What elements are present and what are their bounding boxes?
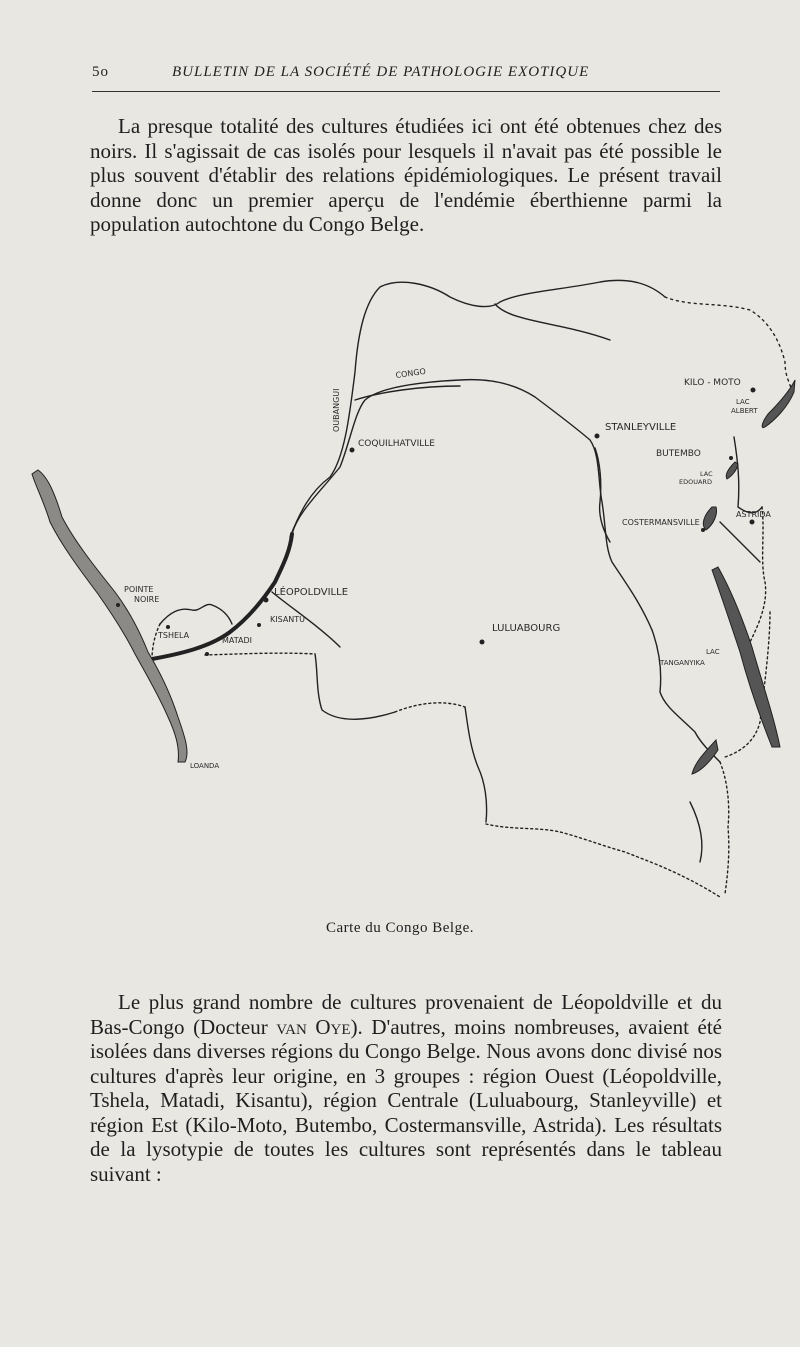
northern-border <box>290 280 665 537</box>
label-leopoldville: LÉOPOLDVILLE <box>274 587 349 598</box>
label-pointe-noire-1: POINTE <box>124 585 154 594</box>
angola-dotted <box>395 703 465 712</box>
astrida-dot <box>750 520 755 525</box>
header-rule <box>92 91 720 92</box>
south-dotted-border <box>205 653 315 655</box>
east-lines-upper <box>734 437 762 513</box>
label-lac-albert-2: ALBERT <box>731 407 758 415</box>
tshela-border <box>160 604 232 624</box>
label-lac-tanganyika-2: TANGANYIKA <box>660 659 705 667</box>
tshela-dotted <box>152 624 160 659</box>
east-dotted-border <box>750 507 766 642</box>
label-oubangui: OUBANGUI <box>332 388 341 432</box>
butembo-dot <box>729 456 733 460</box>
label-lac-tanganyika-1: LAC <box>706 648 720 656</box>
southwest-border <box>315 654 395 719</box>
results-text-a: Le plus grand nombre de cultures provenaient de Léopoldville et du Bas-Congo (Docteur <box>90 990 722 1039</box>
label-astrida: ASTRIDA <box>736 510 771 519</box>
atlantic-coast <box>32 470 187 762</box>
stanleyville-dot <box>595 434 600 439</box>
luluabourg-dot <box>480 640 485 645</box>
congo-river-inner <box>355 386 460 400</box>
results-text-b: ). D'autres, moins nombreuses, avaient été isolées dans diverses régions du Congo Belge. Nous avons donc divisé nos cultures d'après leur origine, en 3 groupes : région Ouest (Léopoldville, Tshela, Matadi, Kisantu), région Centrale (Luluabourg, Stanleyville) et région Est (Kilo-Moto, Butembo, Costermansville, Astrida). Les résultats de la lysotypie de toutes les cultures sont représentés dans le tableau suivant : <box>90 1014 722 1186</box>
page-number: 5o <box>92 64 109 80</box>
east-lines-mid <box>720 522 760 562</box>
kisantu-dot <box>257 623 261 627</box>
tshela-dot <box>166 625 170 629</box>
running-title: BULLETIN DE LA SOCIÉTÉ DE PATHOLOGIE EXOTIQUE <box>172 64 590 80</box>
lake-albert <box>762 380 795 428</box>
pointe-noire-dot <box>116 603 120 607</box>
label-costermansville: COSTERMANSVILLE <box>622 518 700 527</box>
costermansville-dot <box>701 528 705 532</box>
label-luluabourg: LULUABOURG <box>492 623 561 634</box>
label-congo: CONGO <box>395 366 427 380</box>
label-pointe-noire-2: NOIRE <box>134 595 160 604</box>
east-line-small <box>690 802 702 862</box>
congo-map <box>0 262 800 912</box>
coquilhatville-dot <box>350 448 355 453</box>
label-tshela: TSHELA <box>158 631 190 640</box>
katanga-dotted <box>486 824 720 897</box>
label-lac-edouard-1: LAC <box>700 470 713 478</box>
lake-kivu <box>703 507 716 530</box>
label-matadi: MATADI <box>222 636 253 645</box>
label-coquilhatville: COQUILHATVILLE <box>358 439 435 449</box>
label-kilo-moto: KILO - MOTO <box>684 378 741 388</box>
uele-river <box>495 304 610 340</box>
label-stanleyville: STANLEYVILLE <box>605 422 677 433</box>
label-butembo: BUTEMBO <box>656 449 701 459</box>
east-dotted-lower <box>720 762 729 894</box>
south-border <box>465 707 487 822</box>
matadi-dot <box>205 652 209 656</box>
label-loanda: LOANDA <box>190 762 220 770</box>
label-kisantu: KISANTU <box>270 615 306 624</box>
author-name: van Oye <box>276 1014 351 1039</box>
lake-tanganyika <box>712 567 780 747</box>
kilo-moto-dot <box>751 388 756 393</box>
intro-paragraph <box>90 114 722 237</box>
leopoldville-dot <box>264 598 269 603</box>
running-header <box>92 64 720 88</box>
intro-paragraph-text: La presque totalité des cultures étudiées ici ont été obtenues chez des noirs. Il s'agissait de cas isolés pour lesquels il n'avait pas été possible le plus souvent d'établir des relations épidémiologiques. Le présent travail donne donc un premier aperçu de l'endémie éberthienne parmi la population autochtone du Congo Belge. <box>90 114 722 236</box>
label-lac-albert-1: LAC <box>736 398 750 406</box>
map-caption: Carte du Congo Belge. <box>326 920 474 936</box>
lake-edouard <box>726 462 738 479</box>
label-lac-edouard-2: EDOUARD <box>679 478 712 486</box>
results-paragraph-text <box>90 990 722 1186</box>
results-paragraph <box>90 990 722 1186</box>
